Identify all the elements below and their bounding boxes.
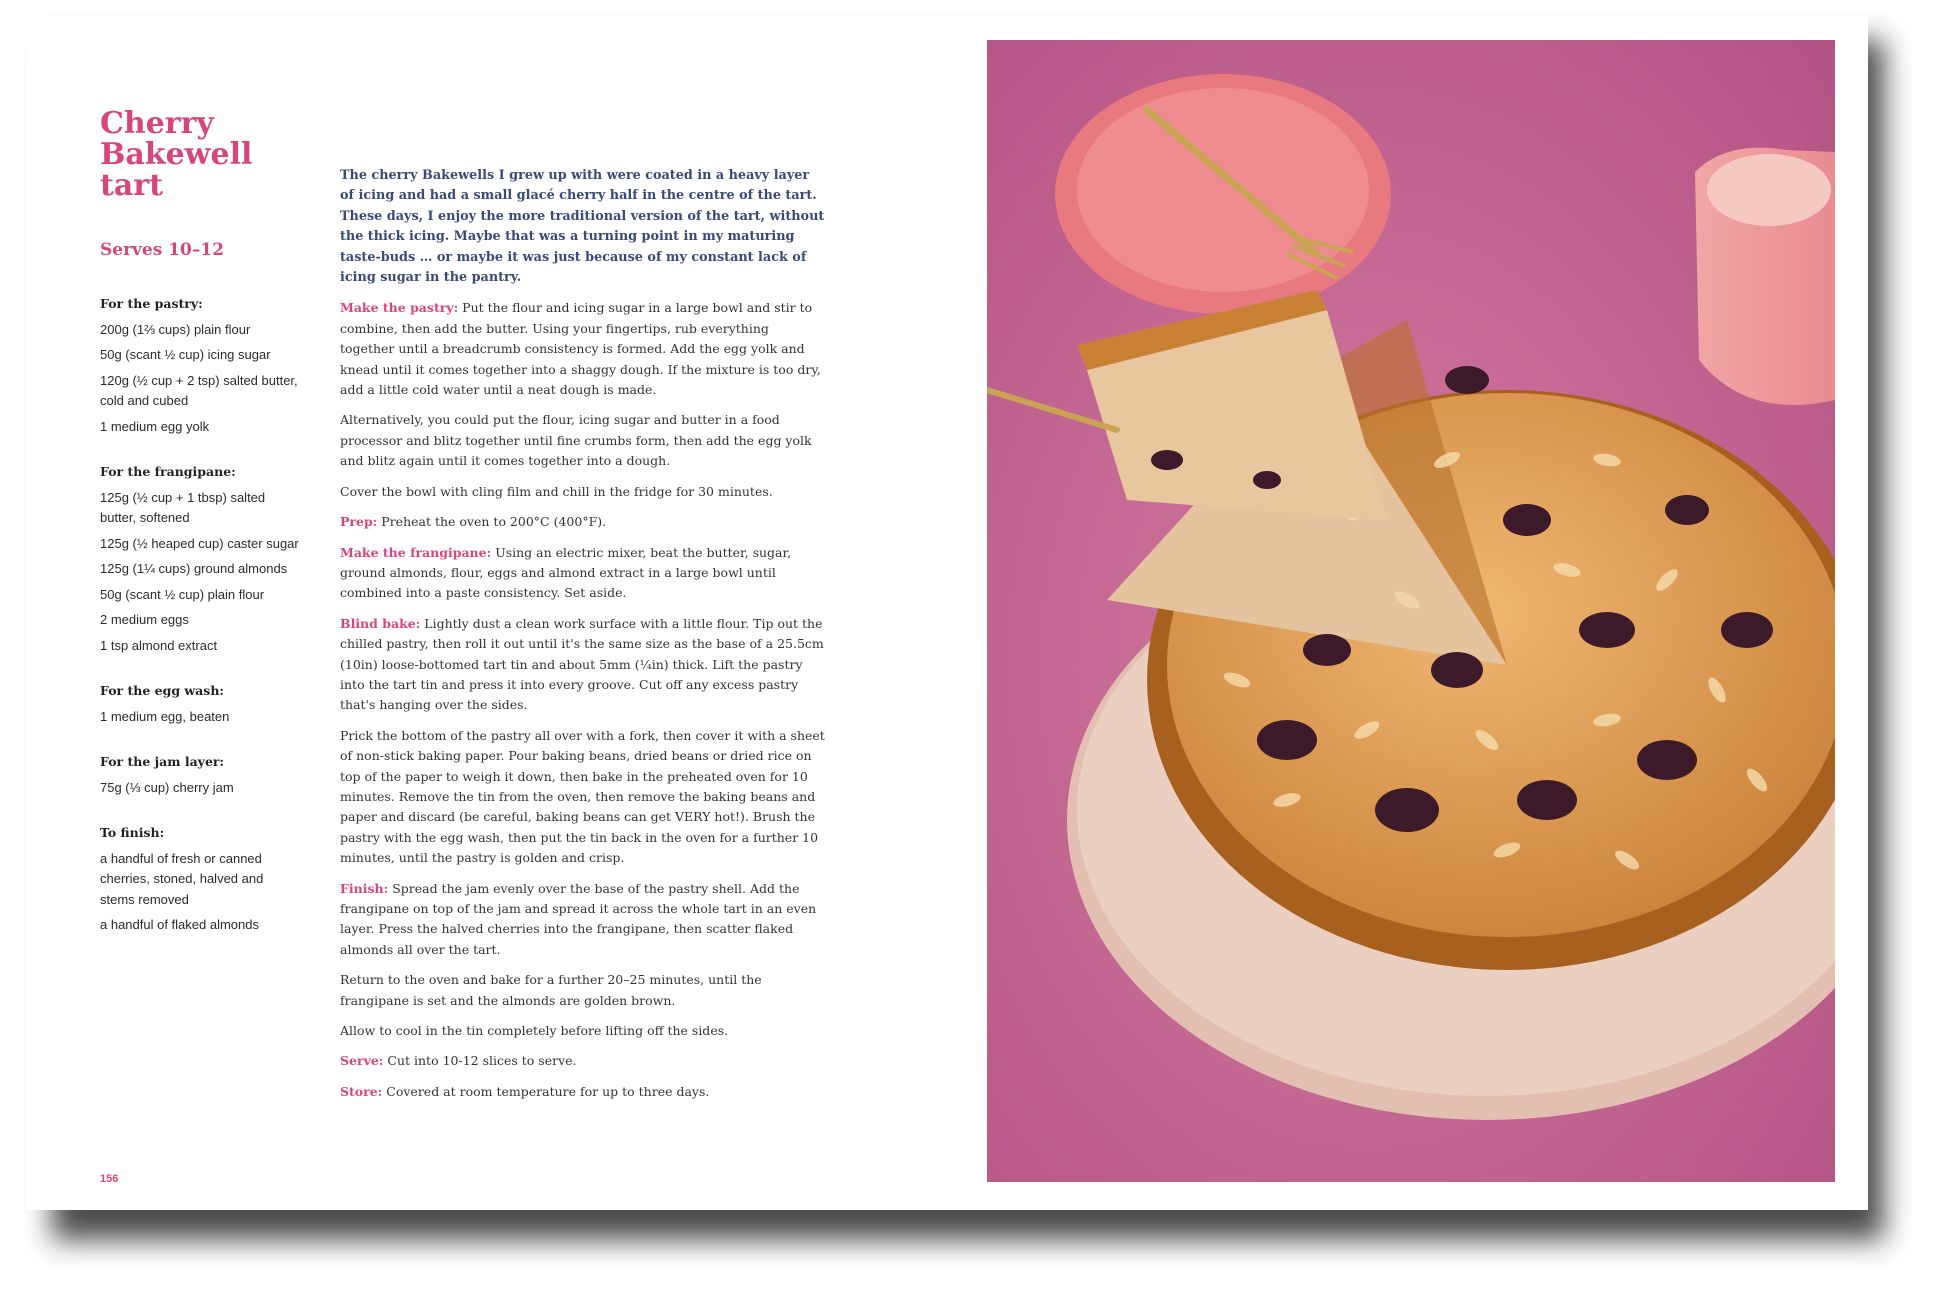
method-step-text: Lightly dust a clean work surface with a little flour. Tip out the chilled pastry, then roll it out until it's the same size as the base of a 25.5cm (10in) loose-bottomed tart tin and about 5mm (¼in) thick. Lift the pastry into the tart tin and press it into every groove. Cut off any excess pastry that's hanging over the sides. (340, 615, 824, 713)
method-step-label: Prep: (340, 514, 378, 530)
method-step-text: Cover the bowl with cling film and chill in the fridge for 30 minutes. (340, 483, 773, 499)
ingredient-item: 120g (½ cup + 2 tsp) salted butter, cold and cubed (100, 372, 298, 408)
method-step-text: Return to the oven and bake for a further 20–25 minutes, until the frangipane is set and the almonds are golden brown. (340, 972, 762, 1008)
method-step (340, 726, 826, 869)
method-step-label: Make the pastry: (340, 300, 459, 316)
method-step-label: Store: (340, 1083, 383, 1099)
method-step-text: Put the flour and icing sugar in a large bowl and stir to combine, then add the butter. Using your fingertips, rub everything together until a breadcrumb consistency is formed. Add the egg yolk and knead until it comes together into a shaggy dough. If the mixture is too dry, add a little cold water until a neat dough is made. (340, 300, 821, 398)
method-step (340, 879, 826, 961)
ingredient-item: 1 medium egg, beaten (100, 708, 230, 724)
ingredient-item: a handful of flaked almonds (100, 917, 259, 932)
method-step-label: Serve: (340, 1053, 384, 1069)
method-step (340, 482, 826, 502)
method-step-text: Cut into 10-12 slices to serve. (387, 1053, 577, 1069)
ingredient-item: 125g (1¼ cups) ground almonds (100, 561, 288, 576)
method-steps (340, 298, 826, 1102)
method-step-label: Blind bake: (340, 615, 421, 631)
ingredient-item: 125g (½ cup + 1 tbsp) salted butter, softened (100, 489, 266, 525)
ingredient-item: 2 medium eggs (100, 612, 189, 627)
ingredient-group-heading: To finish: (100, 825, 165, 840)
method-step (340, 1082, 826, 1102)
ingredient-group-heading: For the egg wash: (100, 683, 225, 698)
ingredient-item: 200g (1⅔ cups) plain flour (100, 321, 251, 337)
method-step (340, 543, 826, 604)
ingredient-group (100, 752, 300, 798)
method-column (340, 166, 826, 1112)
ingredient-item: 50g (scant ½ cup) plain flour (100, 586, 265, 602)
method-step-text: Alternatively, you could put the flour, icing sugar and butter in a food processor and blitz together until fine crumbs form, then add the egg yolk and blitz again until it comes together into a dough. (340, 412, 812, 469)
method-step-text: Covered at room temperature for up to three days. (386, 1083, 710, 1099)
tart-photo (987, 40, 1835, 1182)
recipe-intro: The cherry Bakewells I grew up with were coated in a heavy layer of icing and had a small glacé cherry half in the centre of the tart. These days, I enjoy the more traditional version of the tart, without the thick icing. Maybe that was a turning point in my maturing taste-buds … or maybe it was just because of my constant lack of icing sugar in the pantry. (340, 168, 825, 286)
ingredient-item: 75g (⅓ cup) cherry jam (100, 779, 234, 795)
ingredient-group (100, 294, 300, 437)
method-step-text: Preheat the oven to 200°C (400°F). (381, 514, 607, 530)
method-step (340, 410, 826, 471)
pink-jug (1695, 148, 1835, 405)
ingredient-item: 1 medium egg yolk (100, 418, 210, 434)
method-step-text: Using an electric mixer, beat the butter, sugar, ground almonds, flour, eggs and almond extract in a large bowl until combined into a paste consistency. Set aside. (340, 544, 792, 601)
page-number: 156 (100, 1173, 119, 1185)
method-step (340, 970, 826, 1011)
title-line: Cherry (100, 106, 214, 141)
title-line: Bakewell (100, 137, 253, 172)
ingredient-item: a handful of fresh or canned cherries, stoned, halved and stems removed (100, 850, 264, 907)
method-step-label: Finish: (340, 880, 389, 896)
ingredient-item: 125g (½ heaped cup) caster sugar (100, 535, 299, 551)
tart-illustration (987, 40, 1835, 1182)
method-step (340, 614, 826, 716)
ingredient-item: 50g (scant ½ cup) icing sugar (100, 347, 271, 362)
method-step-text: Spread the jam evenly over the base of the pastry shell. Add the frangipane on top of the jam and spread it across the whole tart in an even layer. Press the halved cherries into the frangipane, then scatter flaked almonds all over the tart. (340, 880, 817, 957)
method-step-label: Make the frangipane: (340, 544, 492, 560)
title-line: tart (100, 168, 163, 203)
pink-plate (1055, 74, 1391, 314)
ingredient-group (100, 823, 300, 936)
method-step-text: Allow to cool in the tin completely before lifting off the sides. (340, 1023, 729, 1039)
ingredient-group (100, 681, 300, 727)
ingredient-group-heading: For the jam layer: (100, 754, 225, 769)
recipe-title (100, 108, 320, 201)
ingredients-list (100, 294, 300, 961)
ingredient-group-heading: For the pastry: (100, 296, 203, 311)
method-step (340, 1021, 826, 1041)
ingredient-group-heading: For the frangipane: (100, 464, 236, 479)
ingredient-item: 1 tsp almond extract (100, 637, 218, 653)
book-spread (26, 16, 1868, 1210)
method-step (340, 298, 826, 400)
method-step (340, 1051, 826, 1071)
serves-label: Serves 10–12 (100, 240, 225, 260)
method-step (340, 512, 826, 532)
method-step-text: Prick the bottom of the pastry all over with a fork, then cover it with a sheet of non-stick baking paper. Pour baking beans, dried beans or dried rice on top of the paper to weigh it down, then bake in the preheated oven for 10 minutes. Remove the tin from the oven, then remove the baking beans and paper and discard (be careful, baking beans can get VERY hot!). Brush the pastry with the egg wash, then put the tin back in the oven for a further 10 minutes, until the pastry is golden and crisp. (340, 727, 825, 866)
ingredient-group (100, 462, 300, 656)
